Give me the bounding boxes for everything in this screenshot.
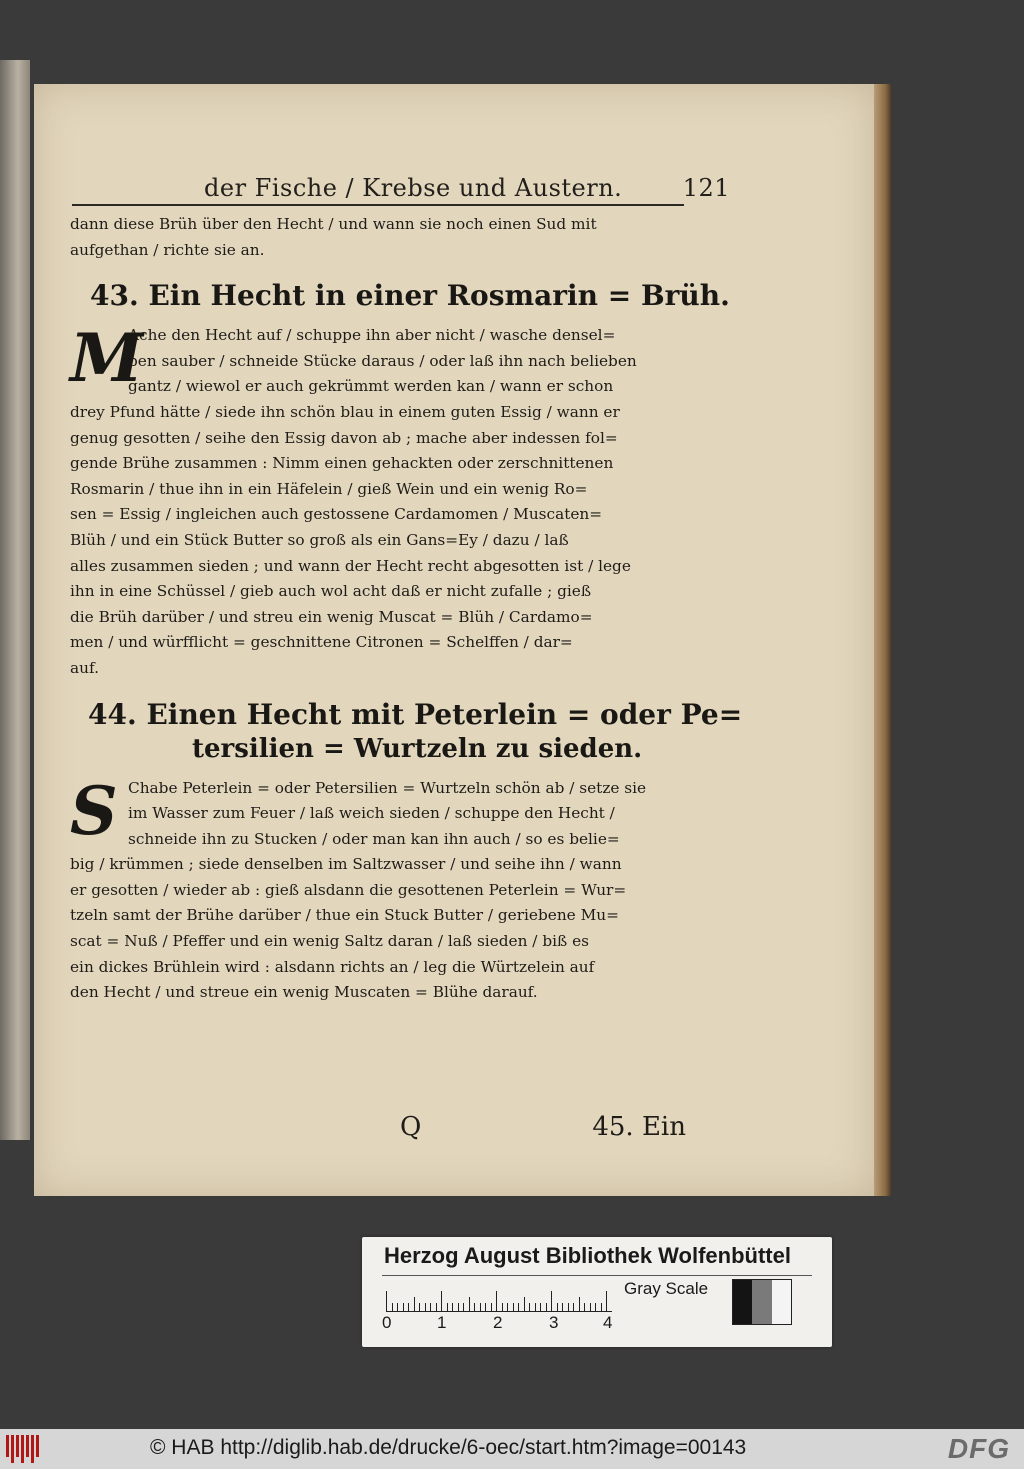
ruler-tick	[430, 1303, 431, 1311]
ruler-label: 3	[549, 1313, 559, 1332]
logo-stripe	[11, 1435, 14, 1463]
gray-scale-label: Gray Scale	[624, 1279, 709, 1298]
ruler-tick	[606, 1291, 607, 1311]
ruler-tick	[408, 1303, 409, 1311]
gray-scale-swatches	[732, 1279, 792, 1325]
dfg-logo: DFG	[947, 1433, 1010, 1464]
ruler-tick	[518, 1303, 519, 1311]
ruler-tick	[579, 1297, 580, 1311]
card-divider	[382, 1275, 812, 1276]
text-line: er gesotten / wieder ab : gieß alsdann die gesottenen Peterlein = Wur=	[70, 880, 627, 899]
measurement-ruler	[386, 1289, 612, 1312]
signature-mark: Q	[400, 1112, 422, 1142]
logo-stripe	[31, 1435, 34, 1463]
catchword: 45. Ein	[592, 1112, 686, 1142]
ruler-label: 2	[493, 1313, 503, 1332]
ruler-tick	[535, 1303, 536, 1311]
recipe-paragraph-44	[70, 771, 686, 1006]
ruler-tick	[573, 1303, 574, 1311]
text-line: Chabe Peterlein = oder Petersilien = Wurtzeln schön ab / setze sie	[128, 778, 647, 797]
ruler-tick	[595, 1303, 596, 1311]
ruler-label: 0	[382, 1313, 392, 1332]
color-calibration-card	[362, 1237, 832, 1347]
main-text	[70, 212, 743, 1006]
ruler-tick	[485, 1303, 486, 1311]
ruler-tick	[568, 1303, 569, 1311]
hab-logo-icon	[6, 1435, 46, 1463]
text-line: scat = Nuß / Pfeffer und ein wenig Saltz daran / laß sieden / biß es	[70, 932, 589, 951]
ruler-tick	[447, 1303, 448, 1311]
ruler-tick	[524, 1297, 525, 1311]
text-line: men / und würfflicht = geschnittene Citronen = Schelffen / dar=	[70, 633, 573, 652]
ruler-tick	[513, 1303, 514, 1311]
logo-stripe	[36, 1435, 39, 1457]
ruler-label: 1	[437, 1313, 447, 1332]
text-line: aufgethan / richte sie an.	[70, 240, 265, 259]
copyright-link[interactable]: © HAB http://diglib.hab.de/drucke/6-oec/start.htm?image=00143	[150, 1436, 747, 1459]
ruler-tick	[469, 1297, 470, 1311]
ruler-label: 4	[603, 1313, 613, 1332]
ruler-tick	[557, 1303, 558, 1311]
text-line: gende Brühe zusammen : Nimm einen gehackten oder zerschnittenen	[70, 454, 614, 473]
ruler-tick	[540, 1303, 541, 1311]
ruler-tick	[474, 1303, 475, 1311]
previous-page-edge	[0, 60, 30, 1140]
text-line: auf.	[70, 658, 99, 677]
ruler-tick	[403, 1303, 404, 1311]
ruler-tick	[425, 1303, 426, 1311]
footer-bar	[0, 1429, 1024, 1469]
page-number: 121	[682, 174, 730, 202]
text-line: Blüh / und ein Stück Butter so groß als ein Gans=Ey / dazu / laß	[70, 530, 569, 549]
text-line: gantz / wiewol er auch gekrümmt werden kan / wann er schon	[128, 377, 614, 396]
text-line: ihn in eine Schüssel / gieb auch wol acht daß er nicht zufalle ; gieß	[70, 582, 592, 601]
ruler-tick	[507, 1303, 508, 1311]
ruler-tick	[480, 1303, 481, 1311]
text-line: dann diese Brüh über den Hecht / und wann sie noch einen Sud mit	[70, 215, 597, 233]
text-line: drey Pfund hätte / siede ihn schön blau in einem guten Essig / wann er	[70, 402, 620, 421]
ruler-tick	[491, 1303, 492, 1311]
ruler-tick	[436, 1303, 437, 1311]
text-line: die Brüh darüber / und streu ein wenig Muscat = Blüh / Cardamo=	[70, 607, 593, 626]
text-line: sen = Essig / ingleichen auch gestossene Cardamomen / Muscaten=	[70, 505, 603, 524]
section-heading-43: 43. Ein Hecht in einer Rosmarin = Brüh.	[90, 279, 730, 313]
book-page	[34, 84, 874, 1196]
text-line: tzeln samt der Brühe darüber / thue ein Stuck Butter / geriebene Mu=	[70, 906, 619, 925]
page-foot	[70, 1112, 686, 1152]
ruler-tick	[502, 1303, 503, 1311]
decorated-initial: S	[70, 771, 118, 850]
gray-swatch	[772, 1280, 791, 1324]
ruler-tick	[458, 1303, 459, 1311]
ruler-tick	[441, 1291, 442, 1311]
ruler-tick	[496, 1291, 497, 1311]
gray-swatch	[752, 1280, 771, 1324]
logo-stripe	[21, 1435, 24, 1463]
recipe-paragraph-43	[70, 319, 686, 681]
ruler-tick	[414, 1297, 415, 1311]
gray-swatch	[733, 1280, 752, 1324]
text-line: im Wasser zum Feuer / laß weich sieden / schuppe den Hecht /	[128, 804, 615, 823]
ruler-tick	[397, 1303, 398, 1311]
text-line: Rosmarin / thue ihn in ein Häfelein / gieß Wein und ein wenig Ro=	[70, 479, 588, 498]
ruler-tick	[392, 1303, 393, 1311]
text-line: ben sauber / schneide Stücke daraus / oder laß ihn nach belieben	[128, 351, 637, 370]
section-heading-44: 44. Einen Hecht mit Peterlein = oder Pe=	[88, 697, 743, 731]
text-line: alles zusammen sieden ; und wann der Hecht recht abgesotten ist / lege	[70, 556, 631, 575]
section-heading-44-cont: tersilien = Wurtzeln zu sieden.	[192, 733, 643, 764]
text-line: schneide ihn zu Stucken / oder man kan ihn auch / so es belie=	[128, 829, 620, 848]
running-title: der Fische / Krebse und Austern.	[204, 174, 623, 202]
ruler-tick	[590, 1303, 591, 1311]
ruler-tick	[551, 1291, 552, 1311]
text-line: big / krümmen ; siede denselben im Saltzwasser / und seihe ihn / wann	[70, 855, 622, 874]
header-rule	[72, 204, 684, 206]
decorated-initial: M	[70, 319, 144, 398]
ruler-tick	[463, 1303, 464, 1311]
ruler-tick	[562, 1303, 563, 1311]
ruler-tick	[601, 1303, 602, 1311]
ruler-tick	[546, 1303, 547, 1311]
ruler-tick	[452, 1303, 453, 1311]
logo-stripe	[26, 1435, 29, 1457]
ruler-tick	[419, 1303, 420, 1311]
ruler-tick	[386, 1291, 387, 1311]
logo-stripe	[16, 1435, 19, 1457]
logo-stripe	[6, 1435, 9, 1457]
text-line: ein dickes Brühlein wird : alsdann richts an / leg die Würtzelein auf	[70, 957, 595, 976]
ruler-tick	[529, 1303, 530, 1311]
text-line: den Hecht / und streue ein wenig Muscaten = Blühe darauf.	[70, 983, 538, 1002]
ruler-tick	[584, 1303, 585, 1311]
text-line: Ache den Hecht auf / schuppe ihn aber nicht / wasche densel=	[128, 326, 616, 345]
text-line: genug gesotten / seihe den Essig davon ab ; mache aber indessen fol=	[70, 428, 618, 447]
library-name: Herzog August Bibliothek Wolfenbüttel	[384, 1243, 791, 1268]
